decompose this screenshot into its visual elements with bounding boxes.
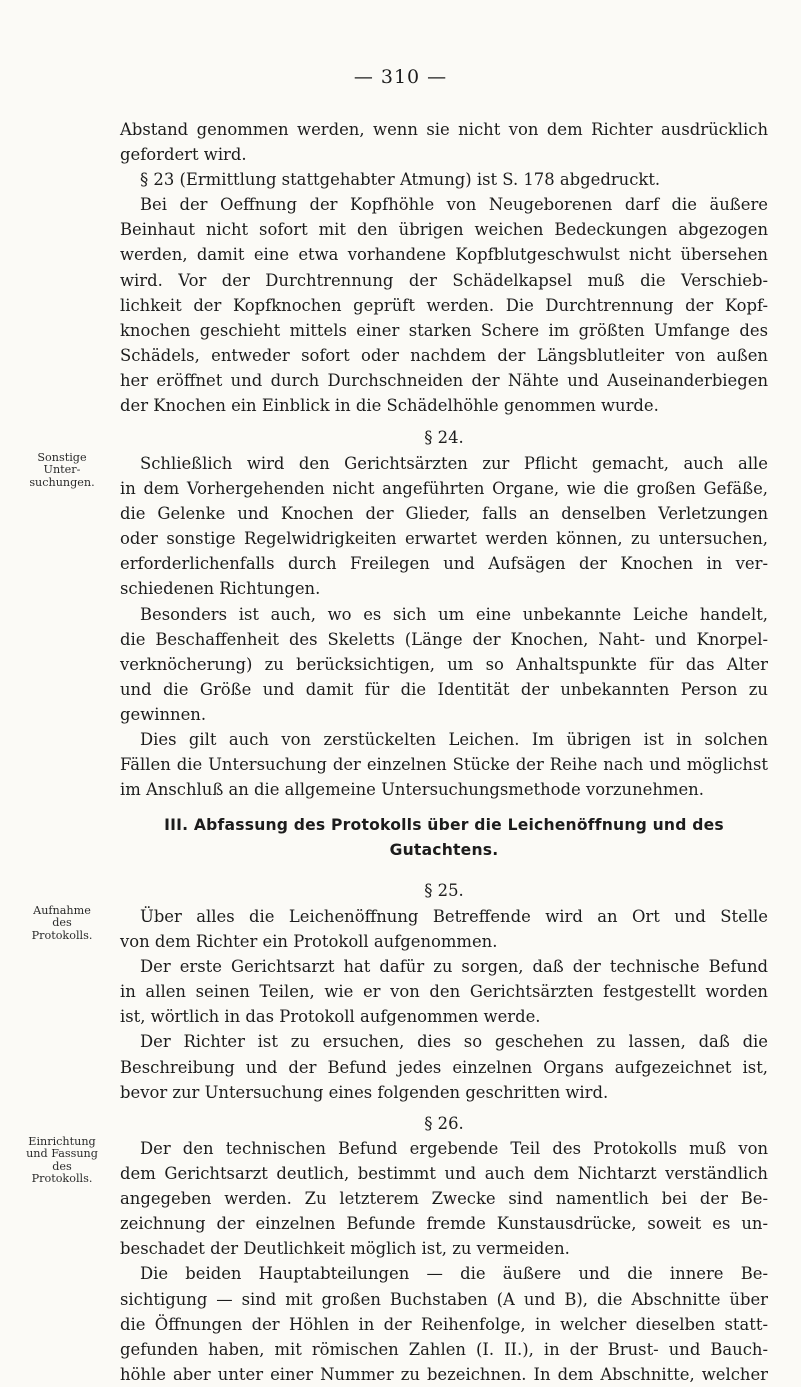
text-line: Die beiden Hauptabteilungen — die äußere und die innere Be-	[140, 1264, 768, 1284]
margin-note-line: Protokolls.	[31, 928, 93, 942]
section-number: § 26.	[424, 1114, 464, 1133]
text-line: gewinnen.	[120, 704, 207, 724]
text-line: lichkeit der Kopfknochen geprüft werden. Die Durchtrennung der Kopf-	[120, 295, 768, 315]
text-line: gefunden haben, mit römischen Zahlen (I. II.), in der Brust- und Bauch-	[120, 1339, 768, 1359]
text-line: Beinhaut nicht sofort mit den übrigen weichen Bedeckungen abgezogen	[120, 220, 768, 240]
text-line: Beschreibung und der Befund jedes einzelnen Organs aufgezeichnet ist,	[120, 1057, 768, 1077]
text-line: Schließlich wird den Gerichtsärzten zur Pflicht gemacht, auch alle	[140, 454, 768, 473]
paragraph-26-title	[120, 1111, 768, 1136]
text-line: zeichnung der einzelnen Befunde fremde Kunstausdrücke, soweit es un-	[120, 1214, 768, 1234]
text-line: Abstand genommen werden, wenn sie nicht von dem Richter ausdrücklich	[120, 120, 768, 139]
text-line: und die Größe und damit für die Identität der unbekannten Person zu	[120, 679, 768, 699]
text-line: oder sonstige Regelwidrigkeiten erwartet werden können, zu untersuchen,	[120, 529, 768, 549]
text-line: Dies gilt auch von zerstückelten Leichen. Im übrigen ist in solchen	[140, 730, 768, 750]
text-line: höhle aber unter einer Nummer zu bezeichnen. In dem Abschnitte, welcher	[120, 1364, 768, 1384]
text-line: beschadet der Deutlichkeit möglich ist, zu vermeiden.	[120, 1239, 570, 1259]
text-line: knochen geschieht mittels einer starken Schere im größten Umfange des	[120, 320, 768, 340]
text-line: sichtigung — sind mit großen Buchstaben (A und B), die Abschnitte über	[120, 1289, 768, 1309]
text-line: die Gelenke und Knochen der Glieder, falls an denselben Verletzungen	[120, 504, 768, 524]
text-line: in dem Vorhergehenden nicht angeführten Organe, wie die großen Gefäße,	[120, 479, 768, 499]
section-number: § 24.	[424, 428, 464, 447]
text-line: von dem Richter ein Protokoll aufgenommen.	[120, 932, 498, 952]
text-line: Fällen die Untersuchung der einzelnen Stücke der Reihe nach und möglichst	[120, 755, 768, 775]
text-line: Der erste Gerichtsarzt hat dafür zu sorgen, daß der technische Befund	[140, 957, 768, 977]
text-line: bevor zur Untersuchung eines folgenden geschritten wird.	[120, 1082, 609, 1102]
text-line: erforderlichenfalls durch Freilegen und Aufsägen der Knochen in ver-	[120, 554, 768, 574]
text-line: in allen seinen Teilen, wie er von den Gerichtsärzten festgestellt worden	[120, 982, 768, 1002]
text-line: dem Gerichtsarzt deutlich, bestimmt und auch dem Nichtarzt verständlich	[120, 1164, 768, 1184]
text-line: die Beschaffenheit des Skeletts (Länge der Knochen, Naht- und Knorpel-	[120, 629, 768, 649]
text-line: schiedenen Richtungen.	[120, 579, 321, 599]
margin-note-line: und Fassung	[26, 1147, 98, 1161]
margin-note-einrichtung-und-fassung	[6, 1136, 118, 1186]
text-line: gefordert wird.	[120, 145, 247, 165]
text-line: die Öffnungen der Höhlen in der Reihenfolge, in welcher dieselben statt-	[120, 1314, 768, 1334]
margin-note-line: Protokolls.	[31, 1172, 93, 1186]
text-line: Der den technischen Befund ergebende Teil des Protokolls muß von	[140, 1139, 768, 1158]
page-number: — 310 —	[353, 66, 448, 88]
section-3-heading	[120, 813, 768, 863]
paragraph-24-body	[120, 451, 768, 802]
text-line: werden, damit eine etwa vorhandene Kopfblutgeschwulst nicht übersehen	[120, 245, 768, 265]
text-line: wird. Vor der Durchtrennung der Schädelkapsel muß die Verschieb-	[120, 270, 768, 290]
text-line: Über alles die Leichenöffnung Betreffende wird an Ort und Stelle	[140, 907, 768, 926]
text-line: im Anschluß an die allgemeine Untersuchungsmethode vorzunehmen.	[120, 780, 704, 800]
paragraph-24-title	[120, 425, 768, 450]
margin-note-line: suchungen.	[29, 475, 95, 489]
text-line: Schädels, entweder sofort oder nachdem der Längsblutleiter von außen	[120, 345, 768, 365]
heading-line: Gutachtens.	[389, 841, 499, 860]
margin-note-line: des	[52, 1159, 72, 1173]
margin-note-line: des	[52, 916, 72, 930]
paragraph-25-title	[120, 878, 768, 903]
margin-note-sonstige-untersuchungen	[6, 452, 118, 489]
text-line: verknöcherung) zu berücksichtigen, um so Anhaltspunkte für das Alter	[120, 654, 768, 674]
paragraph-23-continuation	[120, 117, 768, 418]
margin-note-line: Unter-	[43, 463, 81, 477]
section-number: § 25.	[424, 881, 464, 900]
margin-note-line: Aufnahme	[33, 904, 91, 917]
text-line: Bei der Oeffnung der Kopfhöhle von Neugeborenen darf die äußere	[140, 195, 768, 215]
margin-note-line: Sonstige	[37, 451, 87, 464]
text-line: ist, wörtlich in das Protokoll aufgenommen werde.	[120, 1007, 541, 1027]
heading-line: III. Abfassung des Protokolls über die Leichenöffnung und des	[164, 816, 724, 834]
text-line: der Knochen ein Einblick in die Schädelhöhle genommen wurde.	[120, 396, 659, 416]
margin-note-line: Einrichtung	[28, 1135, 96, 1148]
text-line: § 23 (Ermittlung stattgehabter Atmung) ist S. 178 abgedruckt.	[140, 170, 661, 190]
text-line: her eröffnet und durch Durchschneiden der Nähte und Auseinanderbiegen	[120, 370, 768, 390]
text-line: Der Richter ist zu ersuchen, dies so geschehen zu lassen, daß die	[140, 1032, 768, 1052]
text-line: Besonders ist auch, wo es sich um eine unbekannte Leiche handelt,	[140, 604, 768, 624]
text-line: angegeben werden. Zu letzterem Zwecke sind namentlich bei der Be-	[120, 1189, 768, 1209]
paragraph-25-body	[120, 904, 768, 1105]
paragraph-26-body	[120, 1136, 768, 1387]
margin-note-aufnahme-des-protokolls	[6, 905, 118, 942]
